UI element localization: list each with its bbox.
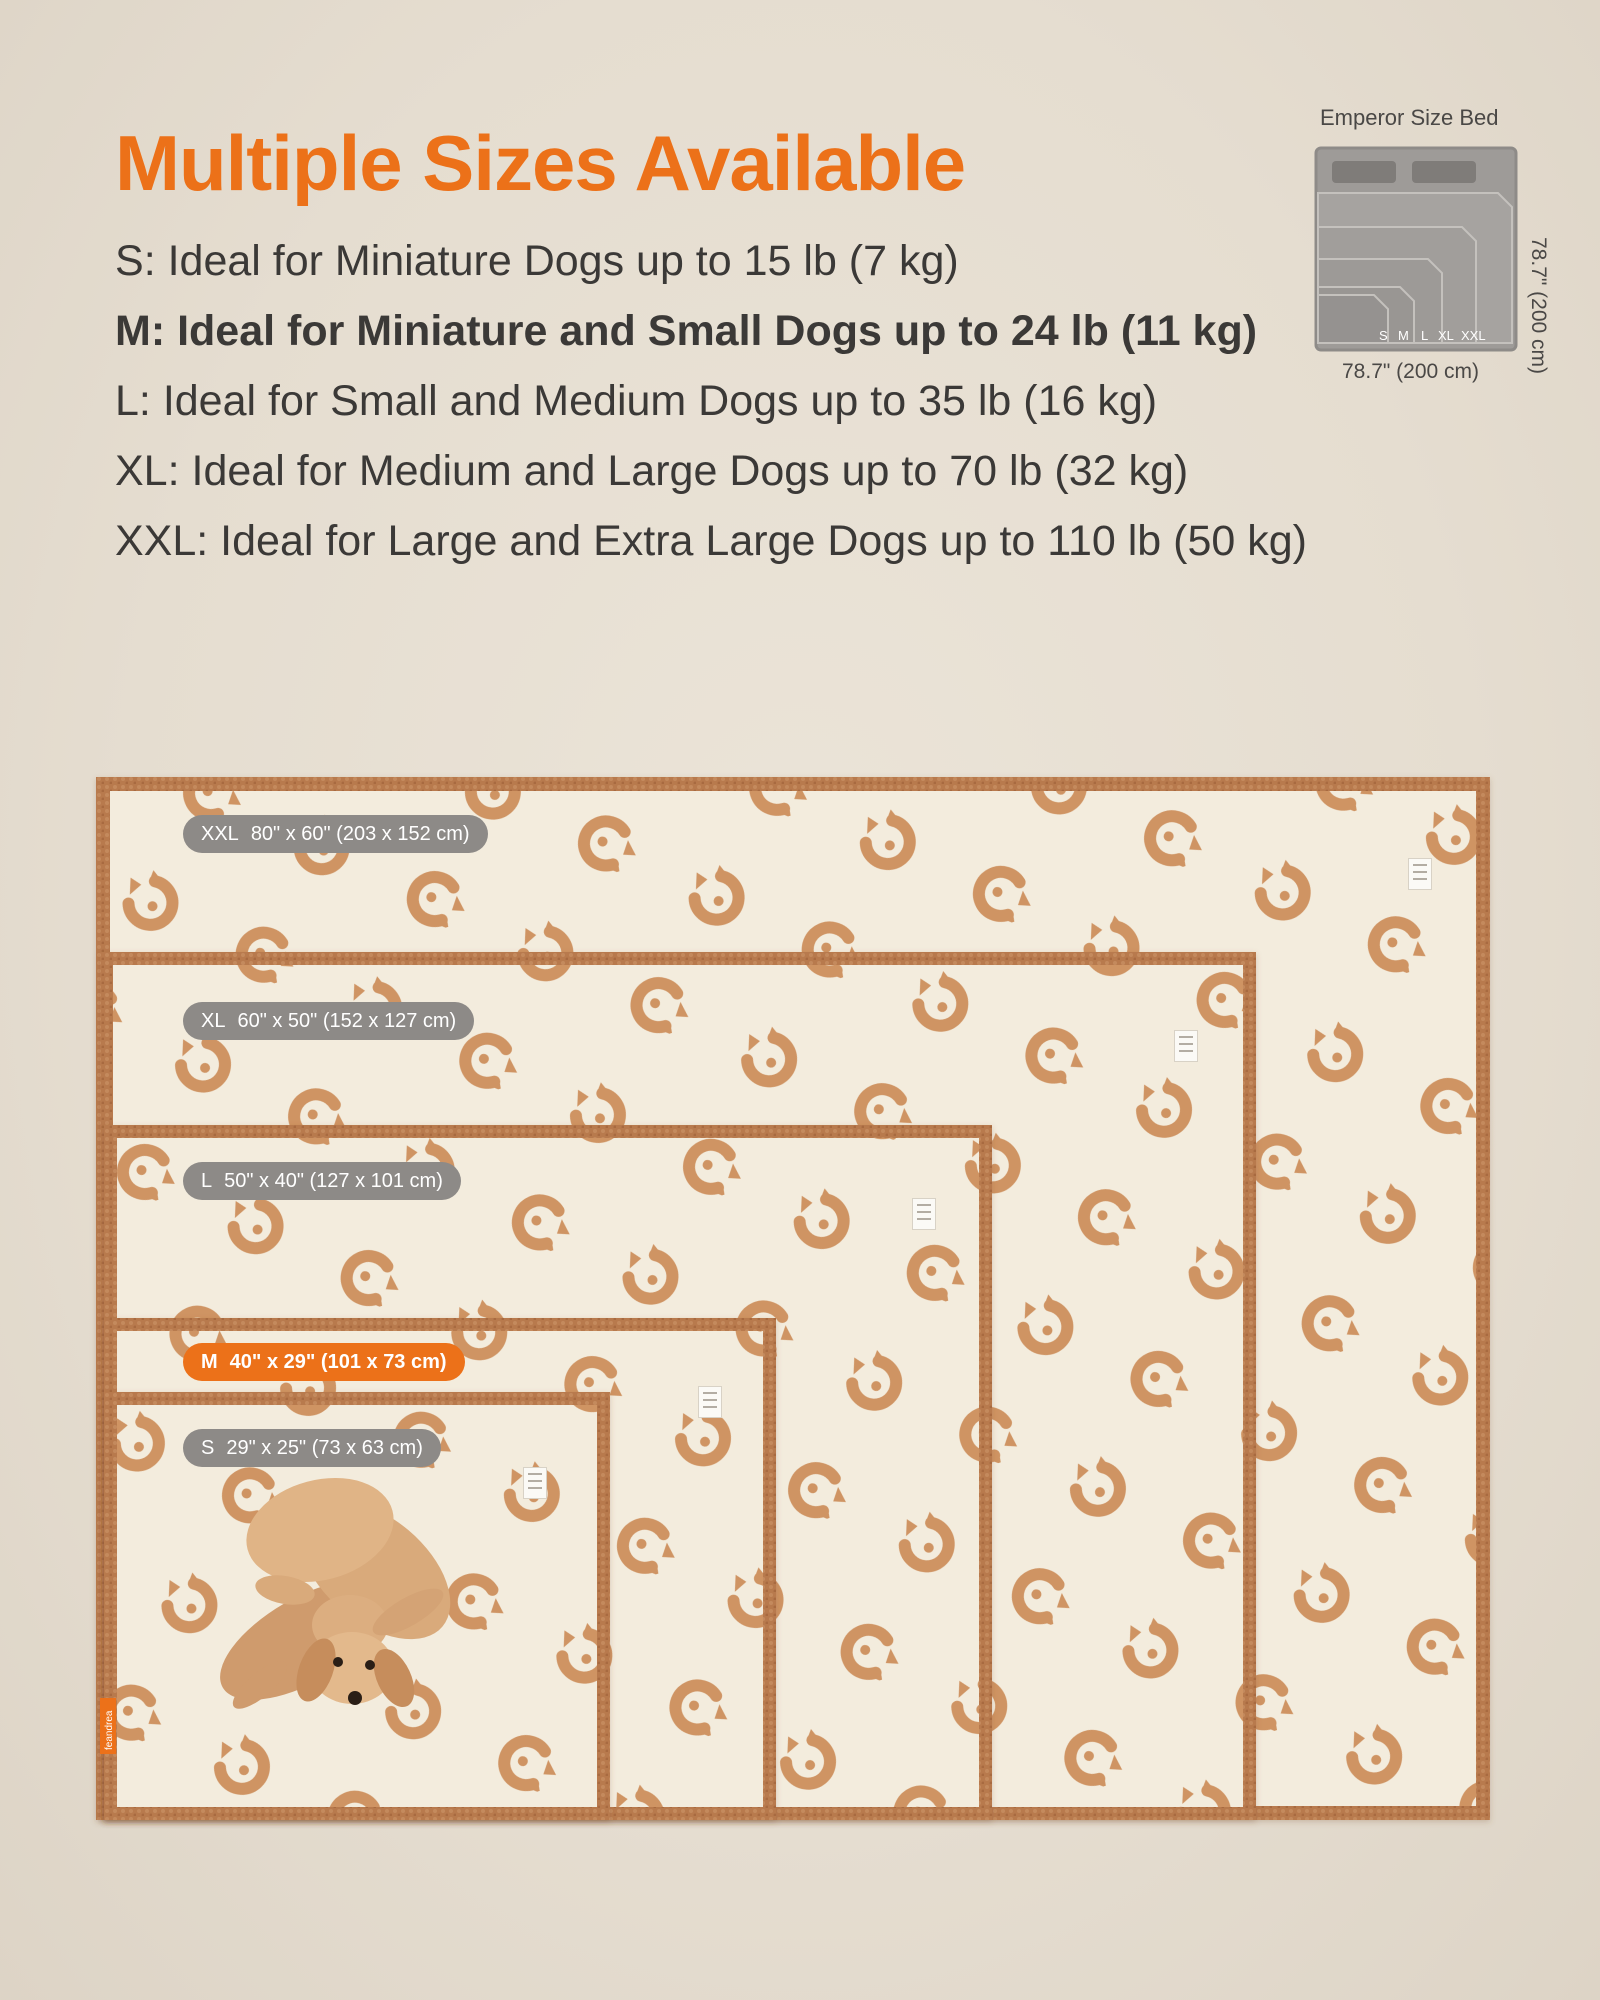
care-label-icon <box>1174 1030 1198 1062</box>
bed-label-l: L <box>1421 328 1429 343</box>
care-label-icon <box>523 1467 547 1499</box>
bed-label-m: M <box>1398 328 1409 343</box>
size-pill-xl <box>183 1002 474 1040</box>
size-label-xl: XL <box>115 447 168 495</box>
size-pill-m <box>183 1343 465 1381</box>
pill-dims-xxl: 80" x 60" (203 x 152 cm) <box>250 823 470 845</box>
bed-title: Emperor Size Bed <box>1320 105 1499 130</box>
size-pill-l <box>183 1162 461 1200</box>
size-pill-xxl <box>183 815 488 853</box>
size-label-m: M <box>115 307 151 355</box>
care-label-icon <box>1408 858 1432 890</box>
pill-size-xxl: XXL <box>201 823 239 845</box>
pill-dims-xl: 60" x 50" (152 x 127 cm) <box>237 1010 457 1032</box>
care-label-icon <box>912 1198 936 1230</box>
bed-label-xxl: XXL <box>1461 328 1486 343</box>
size-desc-s: : Ideal for Miniature Dogs up to 15 lb (7 kg) <box>143 237 959 285</box>
size-desc-m: : Ideal for Miniature and Small Dogs up to 24 lb (11 kg) <box>150 307 1258 355</box>
brand-tag-text: feandrea <box>104 1710 115 1750</box>
size-desc-l: : Ideal for Small and Medium Dogs up to 35 lb (16 kg) <box>138 377 1158 425</box>
size-label-s: S <box>115 237 144 285</box>
size-desc-xxl: : Ideal for Large and Extra Large Dogs up to 110 lb (50 kg) <box>196 517 1307 565</box>
care-label-icon <box>698 1386 722 1418</box>
pill-size-xl: XL <box>201 1010 226 1032</box>
size-desc-xl: : Ideal for Medium and Large Dogs up to 70 lb (32 kg) <box>167 447 1189 495</box>
bed-width-label: 78.7" (200 cm) <box>1342 360 1480 383</box>
page-title: Multiple Sizes Available <box>115 119 966 207</box>
size-label-l: L <box>115 377 139 425</box>
size-label-xxl: XXL <box>115 517 197 565</box>
pill-dims-m: 40" x 29" (101 x 73 cm) <box>229 1351 447 1373</box>
size-pill-s <box>183 1429 441 1467</box>
pill-size-m: M <box>201 1351 218 1373</box>
pill-dims-s: 29" x 25" (73 x 63 cm) <box>226 1437 423 1459</box>
pill-dims-l: 50" x 40" (127 x 101 cm) <box>224 1170 443 1192</box>
bed-label-xl: XL <box>1438 328 1454 343</box>
bed-label-s: S <box>1379 328 1388 343</box>
pill-size-s: S <box>201 1437 215 1459</box>
bed-height-label: 78.7" (200 cm) <box>1527 237 1550 375</box>
pill-size-l: L <box>201 1170 213 1192</box>
